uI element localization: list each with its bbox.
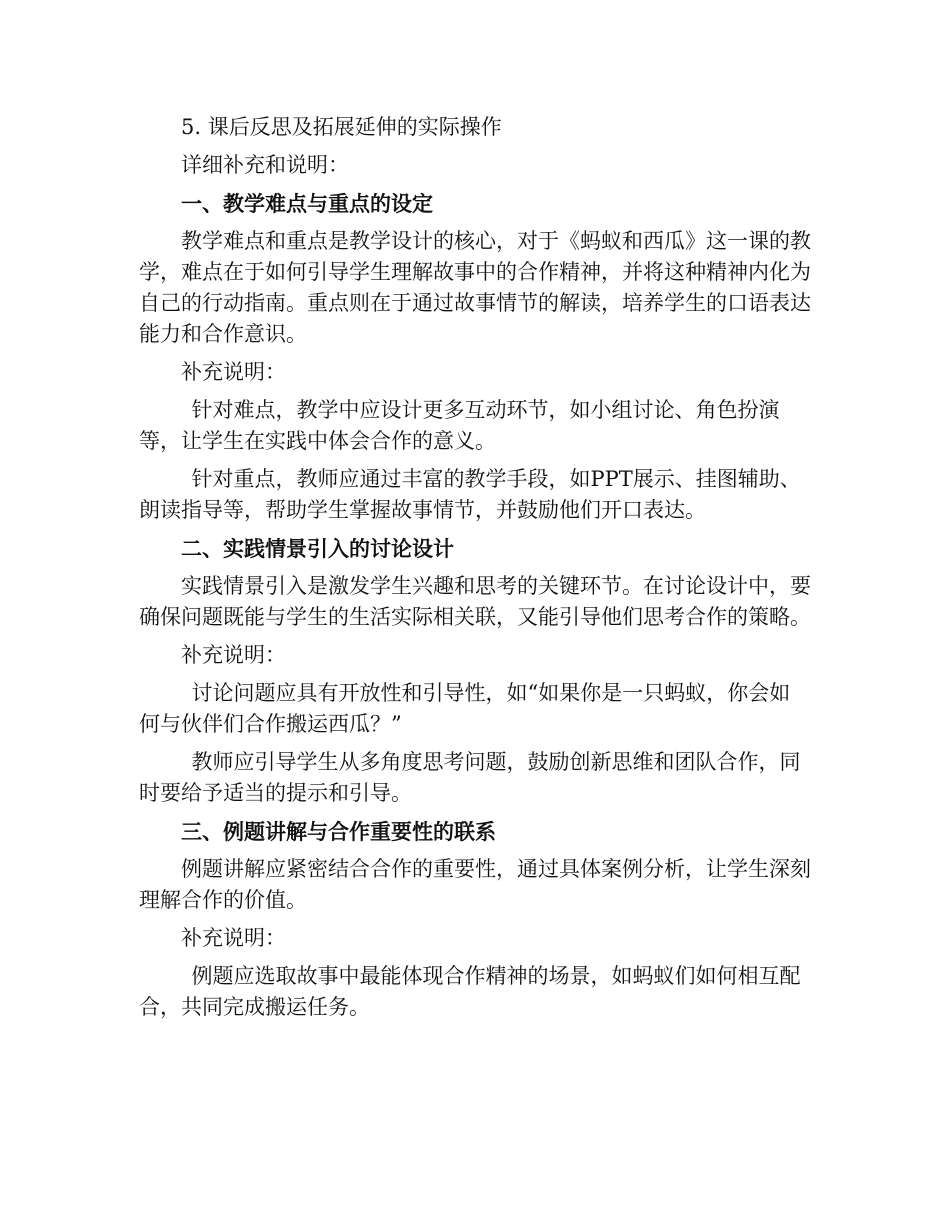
section-heading-1: 一、教学难点与重点的设定 — [181, 191, 433, 216]
intro-label: 详细补充和说明： — [181, 153, 349, 177]
supplement-label-1: 补充说明： — [181, 360, 286, 384]
supplement-point-1-1: 针对难点，教学中应设计更多互动环节，如小组讨论、角色扮演等，让学生在实践中体会合作的意义。 — [139, 398, 780, 453]
intro-item: 5. 课后反思及拓展延伸的实际操作 — [181, 115, 502, 139]
supplement-point-2-1: 讨论问题应具有开放性和引导性，如“如果你是一只蚂蚁，你会如何与伙伴们合作搬运西瓜？” — [139, 681, 791, 736]
supplement-point-3-1: 例题应选取故事中最能体现合作精神的场景，如蚂蚁们如何相互配合，共同完成搬运任务。 — [139, 964, 801, 1019]
supplement-label-2: 补充说明： — [181, 643, 286, 667]
supplement-point-2-2: 教师应引导学生从多角度思考问题，鼓励创新思维和团队合作，同时要给予适当的提示和引导。 — [139, 750, 801, 805]
supplement-point-1-2: 针对重点，教师应通过丰富的教学手段，如PPT展示、挂图辅助、朗读指导等，帮助学生掌握故事情节，并鼓励他们开口表达。 — [139, 467, 801, 522]
document-body — [139, 112, 811, 1030]
section-body-2: 实践情景引入是激发学生兴趣和思考的关键环节。在讨论设计中，要确保问题既能与学生的生活实际相关联，又能引导他们思考合作的策略。 — [139, 574, 811, 629]
section-body-3: 例题讲解应紧密结合合作的重要性，通过具体案例分析，让学生深刻理解合作的价值。 — [139, 857, 811, 912]
supplement-label-3: 补充说明： — [181, 926, 286, 950]
section-heading-3: 三、例题讲解与合作重要性的联系 — [181, 819, 496, 844]
section-heading-2: 二、实践情景引入的讨论设计 — [181, 536, 454, 561]
section-body-1: 教学难点和重点是教学设计的核心，对于《蚂蚁和西瓜》这一课的教学，难点在于如何引导学生理解故事中的合作精神，并将这种精神内化为自己的行动指南。重点则在于通过故事情节的解读，培养学生的口语表达能力和合作意识。 — [139, 229, 811, 346]
